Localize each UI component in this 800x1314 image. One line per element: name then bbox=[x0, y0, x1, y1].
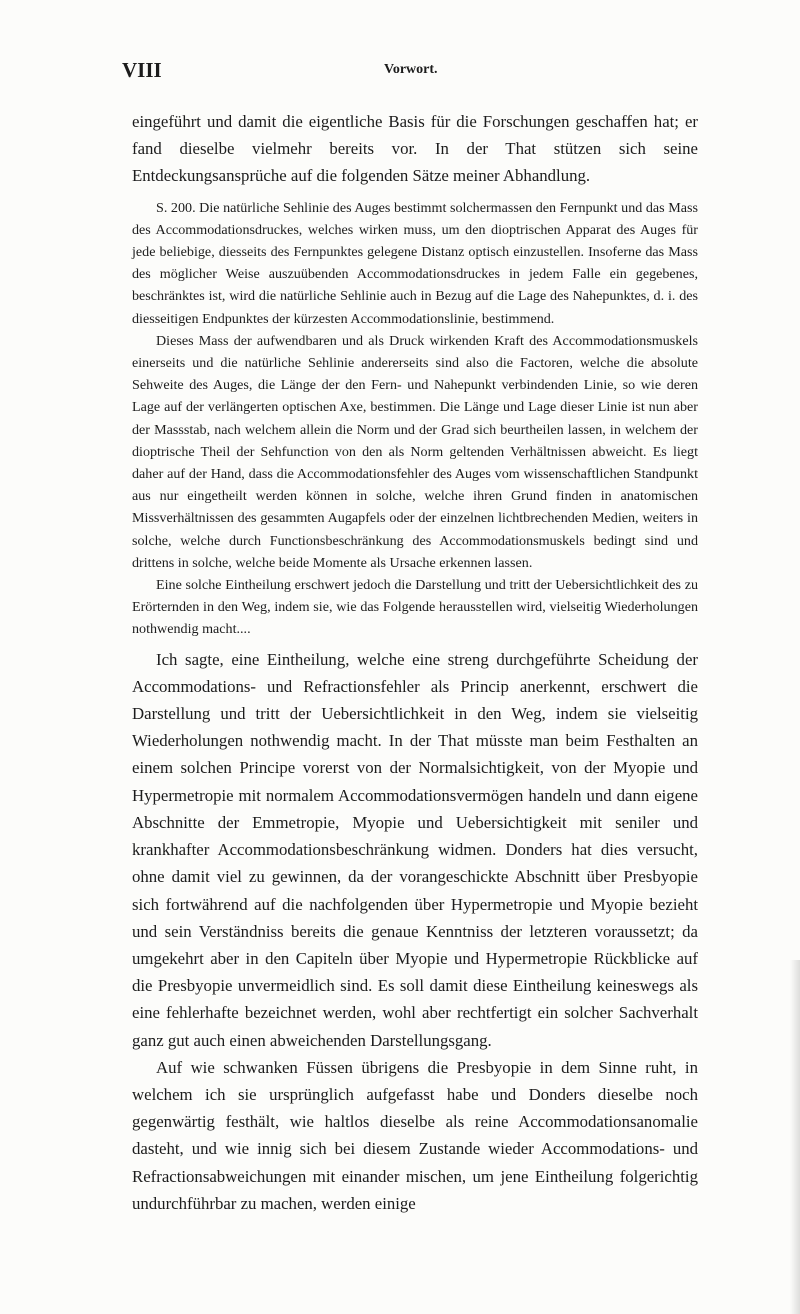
page-number: VIII bbox=[122, 58, 162, 82]
running-head: Vorwort. bbox=[384, 62, 438, 77]
page-body bbox=[132, 108, 698, 1217]
paragraph-main-1: Ich sagte, eine Eintheilung, welche eine streng durchgeführte Scheidung der Accommodations- und Refractionsfehler als Princip anerkennt, erschwert die Darstellung und tritt der Uebersichtlichkeit in den Weg, indem sie vielseitig Wiederholungen nothwendig macht. In der That müsste man beim Festhalten an einem solchen Principe vorerst von der Normalsichtigkeit, von der Myopie und Hypermetropie mit normalem Accommodationsvermögen handeln und dann eigene Abschnitte der Emmetropie, Myopie und Uebersichtigkeit mit seniler und krankhafter Accommodationsbeschränkung widmen. Donders hat dies versucht, ohne damit viel zu gewinnen, da der vorangeschickte Abschnitt über Presbyopie sich fortwährend auf die nachfolgenden über Hypermetropie und Myopie bezieht und sein Verständniss bereits die genaue Kenntniss der letzteren voraussetzt; da umgekehrt aber in den Capiteln über Myopie und Hypermetropie Rückblicke auf die Presbyopie unvermeidlich sind. Es soll damit diese Eintheilung keineswegs als eine fehlerhafte bezeichnet werden, wohl aber rechtfertigt ein solcher Sachverhalt ganz gut auch einen abweichenden Darstellungsgang. bbox=[132, 649, 698, 1050]
quote-paragraph-3: Eine solche Eintheilung erschwert jedoch die Darstellung und tritt der Uebersichtlichkeit des zu Erörternden in den Weg, indem sie, wie das Folgende herausstellen wird, vielseitig Wiederholungen nothwendig macht.... bbox=[132, 577, 698, 638]
paragraph-intro: eingeführt und damit die eigentliche Basis für die Forschungen geschaffen hat; er fand dieselbe vielmehr bereits vor. In der That stützen sich seine Entdeckungsansprüche auf die folgenden Sätze meiner Abhandlung. bbox=[132, 112, 698, 186]
page-edge-shadow bbox=[790, 960, 800, 1314]
page-header bbox=[122, 58, 702, 88]
quote-paragraph-2: Dieses Mass der aufwendbaren und als Druck wirkenden Kraft des Accommodationsmuskels einerseits und die natürliche Sehlinie andererseits sind also die Factoren, welche die absolute Sehweite des Auges, die Länge der den Fern- und Nahepunkt verbindenden Linie, so wie deren Lage auf der verlängerten optischen Axe, bestimmen. Die Länge und Lage dieser Linie ist nun aber der Massstab, nach welchem allein die Norm und der Grad sich beurtheilen lassen, in welchem der dioptrische Theil der Sehfunction von den als Norm geltenden Verhältnissen abweicht. Es liegt daher auf der Hand, dass die Accommodationsfehler des Auges vom wissenschaftlichen Standpunkt aus nur eingetheilt werden können in solche, welche ihren Grund finden in anatomischen Missverhältnissen des gesammten Augapfels oder der einzelnen lichtbrechenden Medien, weiters in solche, welche durch Functionsbeschränkung des Accommodationsmuskels bedingt sind und drittens in solche, welche beide Momente als Ursache erkennen lassen. bbox=[132, 332, 698, 571]
paragraph-main-2: Auf wie schwanken Füssen übrigens die Presbyopie in dem Sinne ruht, in welchem ich sie ursprünglich aufgefasst habe und Donders dieselbe noch gegenwärtig festhält, wie haltlos dieselbe als reine Accommodationsanomalie dasteht, und wie innig sich bei diesem Zustande wieder Accommodations- und Refractionsabweichungen mit einander mischen, um jene Eintheilung folgerichtig undurchführbar zu machen, werden einige bbox=[132, 1057, 698, 1213]
quote-paragraph-1: S. 200. Die natürliche Sehlinie des Auges bestimmt solchermassen den Fernpunkt und das Mass des Accommodationsdruckes, welches wirken muss, um den dioptrischen Apparat des Auges für jede beliebige, diesseits des Fernpunktes gelegene Distanz optisch einzustellen. Insoferne das Mass des möglicher Weise auszuübenden Accommodationsdruckes in jedem Falle ein gegebenes, beschränktes ist, wird die natürliche Sehlinie auch in Bezug auf die Lage des Nahepunktes, d. i. des diesseitigen Endpunktes der kürzesten Accommodationslinie, bestimmend. bbox=[132, 199, 698, 327]
